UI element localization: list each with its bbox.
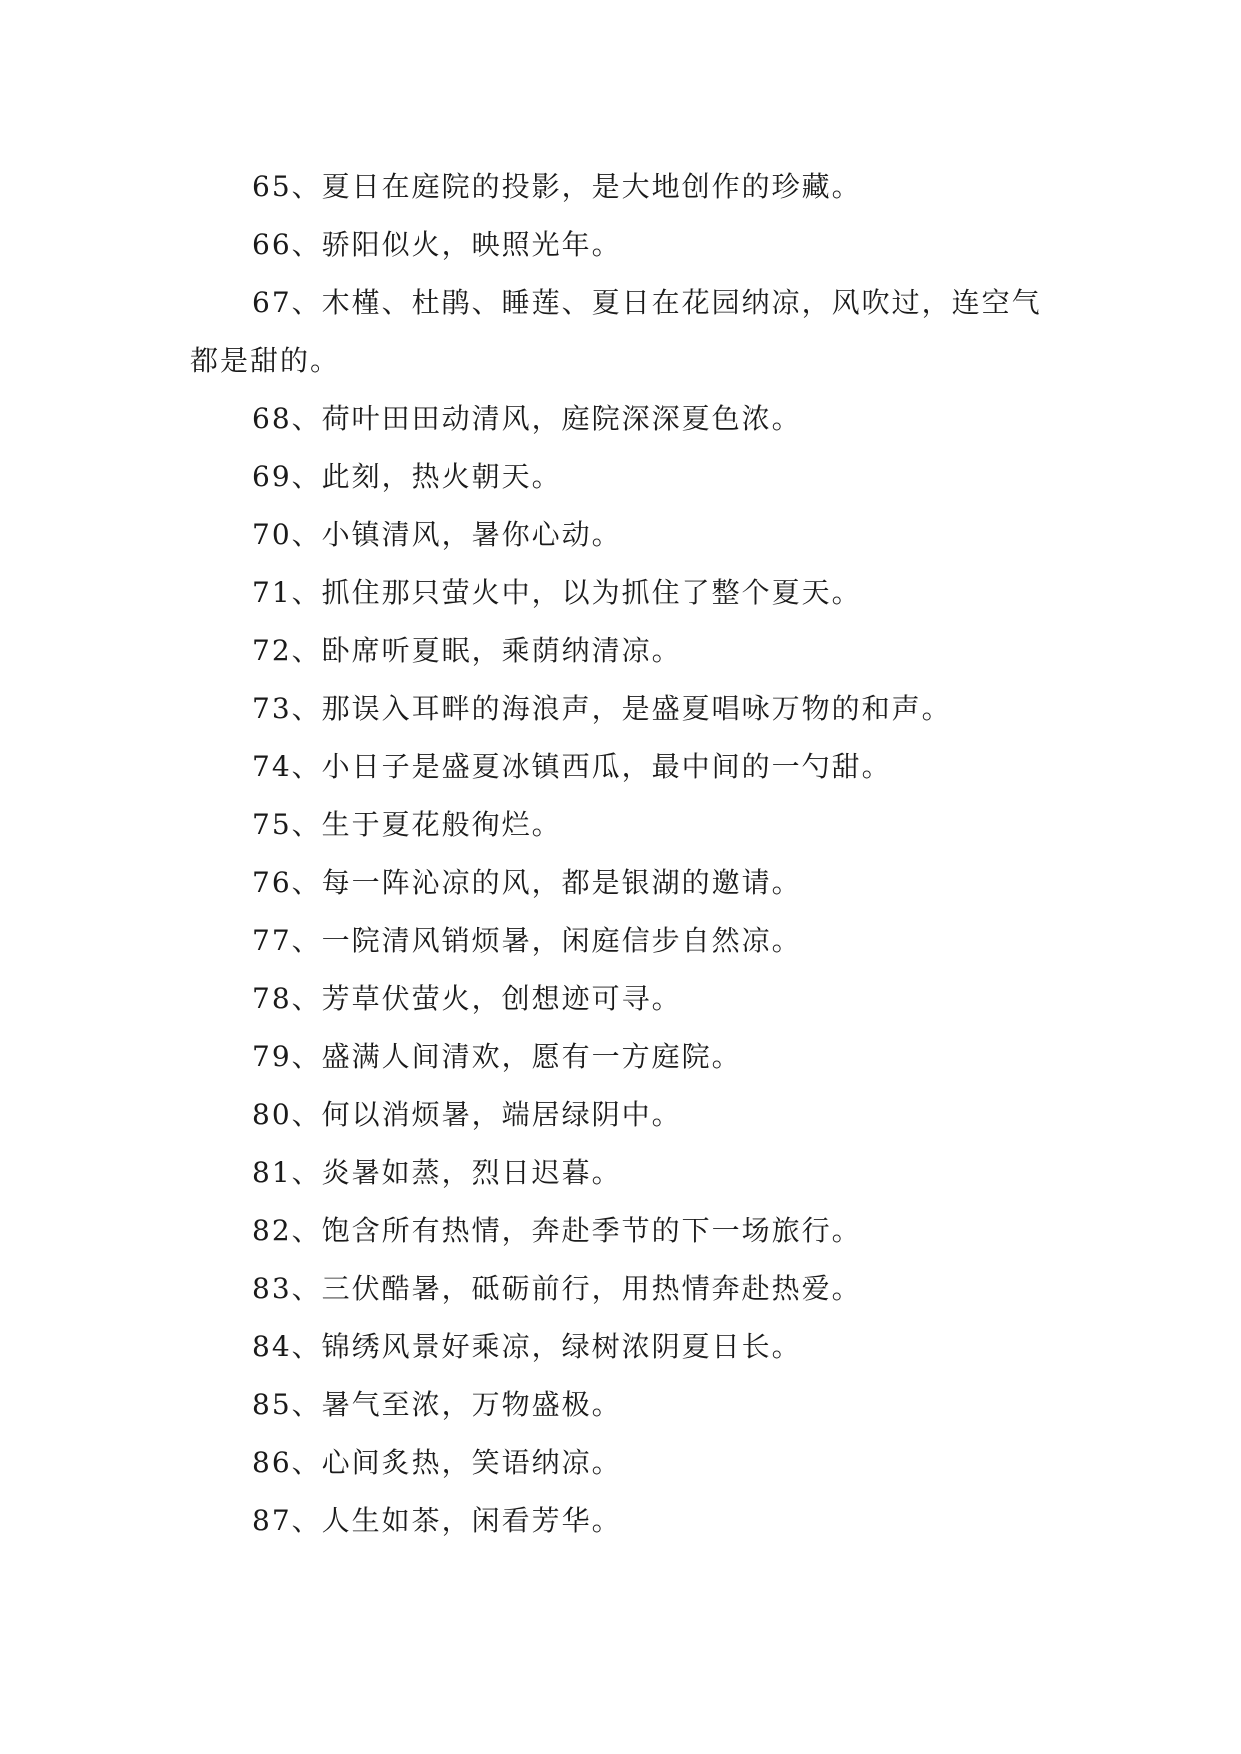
list-item: 71、抓住那只萤火中，以为抓住了整个夏天。 (252, 576, 862, 609)
list-item: 80、何以消烦暑，端居绿阴中。 (252, 1098, 682, 1131)
list-item: 75、生于夏花般徇烂。 (252, 808, 562, 841)
list-item: 82、饱含所有热情，奔赴季节的下一场旅行。 (252, 1214, 862, 1247)
document-body (190, 158, 1052, 1550)
list-item: 66、骄阳似火，映照光年。 (252, 228, 622, 261)
list-item: 85、暑气至浓，万物盛极。 (252, 1388, 622, 1421)
list-item: 69、此刻，热火朝天。 (252, 460, 562, 493)
list-item: 83、三伏酷暑，砥砺前行，用热情奔赴热爱。 (252, 1272, 862, 1305)
list-item: 67、木槿、杜鹃、睡莲、夏日在花园纳凉，风吹过，连空气都是甜的。 (190, 286, 1042, 377)
list-item: 72、卧席听夏眠，乘荫纳清凉。 (252, 634, 682, 667)
list-item: 76、每一阵沁凉的风，都是银湖的邀请。 (252, 866, 802, 899)
list-item: 84、锦绣风景好乘凉，绿树浓阴夏日长。 (252, 1330, 802, 1363)
list-item: 74、小日子是盛夏冰镇西瓜，最中间的一勺甜。 (252, 750, 892, 783)
list-item: 73、那误入耳畔的海浪声，是盛夏唱咏万物的和声。 (252, 692, 952, 725)
list-item: 68、荷叶田田动清风，庭院深深夏色浓。 (252, 402, 802, 435)
list-item: 70、小镇清风，暑你心动。 (252, 518, 622, 551)
list-item: 78、芳草伏萤火，创想迹可寻。 (252, 982, 682, 1015)
list-item: 87、人生如茶，闲看芳华。 (252, 1504, 622, 1537)
list-item: 77、一院清风销烦暑，闲庭信步自然凉。 (252, 924, 802, 957)
list-item: 81、炎暑如蒸，烈日迟暮。 (252, 1156, 622, 1189)
list-item: 65、夏日在庭院的投影，是大地创作的珍藏。 (252, 170, 862, 203)
list-item: 79、盛满人间清欢，愿有一方庭院。 (252, 1040, 742, 1073)
list-item: 86、心间炙热，笑语纳凉。 (252, 1446, 622, 1479)
